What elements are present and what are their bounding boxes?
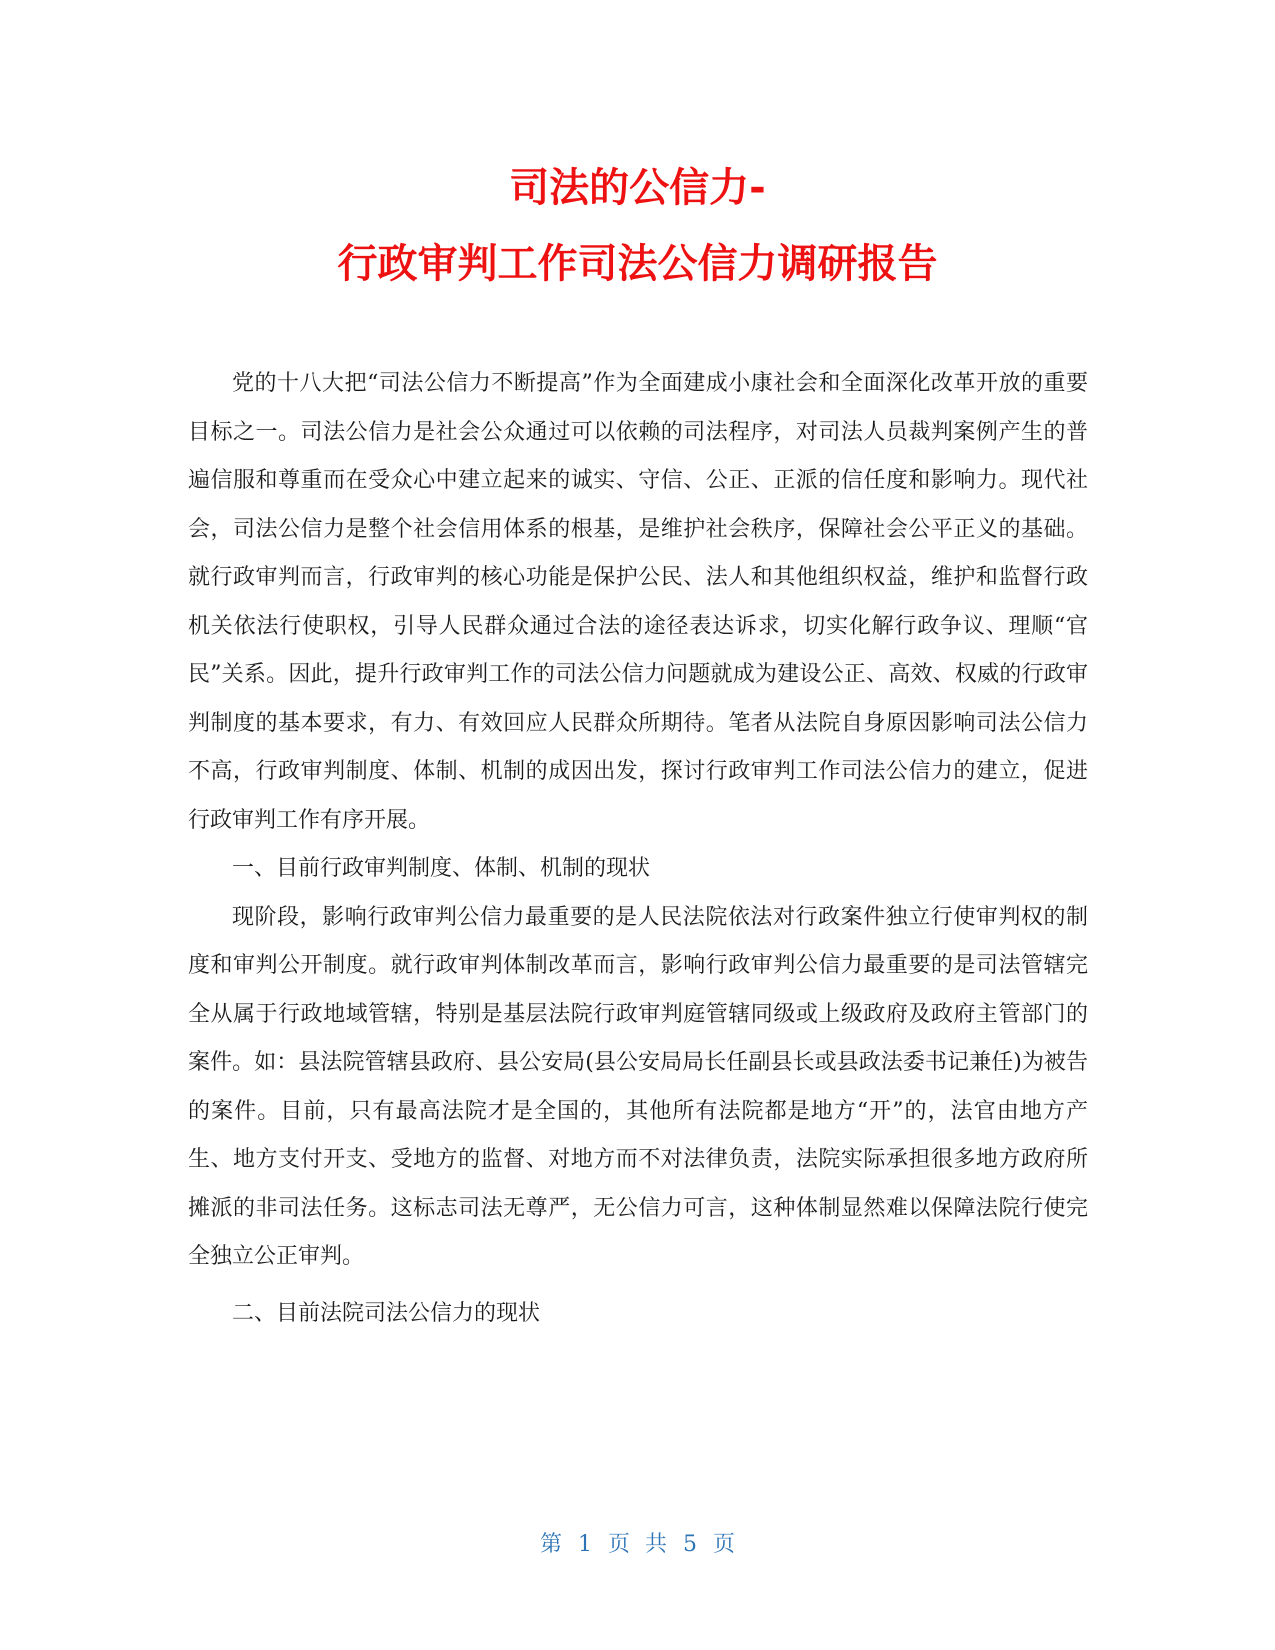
- footer-current-page: 1: [577, 1532, 592, 1557]
- paragraph-intro: 党的十八大把“司法公信力不断提高”作为全面建成小康社会和全面深化改革开放的重要目标之一。司法公信力是社会公众通过可以依赖的司法程序，对司法人员裁判案例产生的普遍信服和尊重而在受众心中建立起来的诚实、守信、公正、正派的信任度和影响力。现代社会，司法公信力是整个社会信用体系的根基，是维护社会秩序，保障社会公平正义的基础。就行政审判而言，行政审判的核心功能是保护公民、法人和其他组织权益，维护和监督行政机关依法行使职权，引导人民群众通过合法的途径表达诉求，切实化解行政争议、理顺“官民”关系。因此，提升行政审判工作的司法公信力问题就成为建设公正、高效、权威的行政审判制度的基本要求，有力、有效回应人民群众所期待。笔者从法院自身原因影响司法公信力不高，行政审判制度、体制、机制的成因出发，探讨行政审判工作司法公信力的建立，促进行政审判工作有序开展。: [188, 371, 1088, 833]
- footer-page-label: 页: [607, 1532, 630, 1557]
- document-title-line-1: 司法的公信力-: [509, 165, 766, 211]
- page-footer: [0, 1530, 1275, 1560]
- footer-total-label: 共: [645, 1532, 668, 1557]
- section-heading-1: 一、目前行政审判制度、体制、机制的现状: [232, 856, 651, 881]
- footer-total-pages: 5: [683, 1532, 698, 1557]
- footer-page-label: 页: [713, 1532, 736, 1557]
- paragraph-section-1: 现阶段，影响行政审判公信力最重要的是人民法院依法对行政案件独立行使审判权的制度和审判公开制度。就行政审判体制改革而言，影响行政审判公信力最重要的是司法管辖完全从属于行政地域管辖，特别是基层法院行政审判庭管辖同级或上级政府及政府主管部门的案件。如：县法院管辖县政府、县公安局(县公安局局长任副县长或县政法委书记兼任)为被告的案件。目前，只有最高法院才是全国的，其他所有法院都是地方“开”的，法官由地方产生、地方支付开支、受地方的监督、对地方而不对法律负责，法院实际承担很多地方政府所摊派的非司法任务。这标志司法无尊严，无公信力可言，这种体制显然难以保障法院行使完全独立公正审判。: [188, 904, 1088, 1269]
- document-body: [188, 360, 1088, 1338]
- section-heading-2: 二、目前法院司法公信力的现状: [232, 1300, 541, 1326]
- document-title-line-2: 行政审判工作司法公信力调研报告: [337, 241, 938, 287]
- footer-page-label: 第: [539, 1532, 562, 1557]
